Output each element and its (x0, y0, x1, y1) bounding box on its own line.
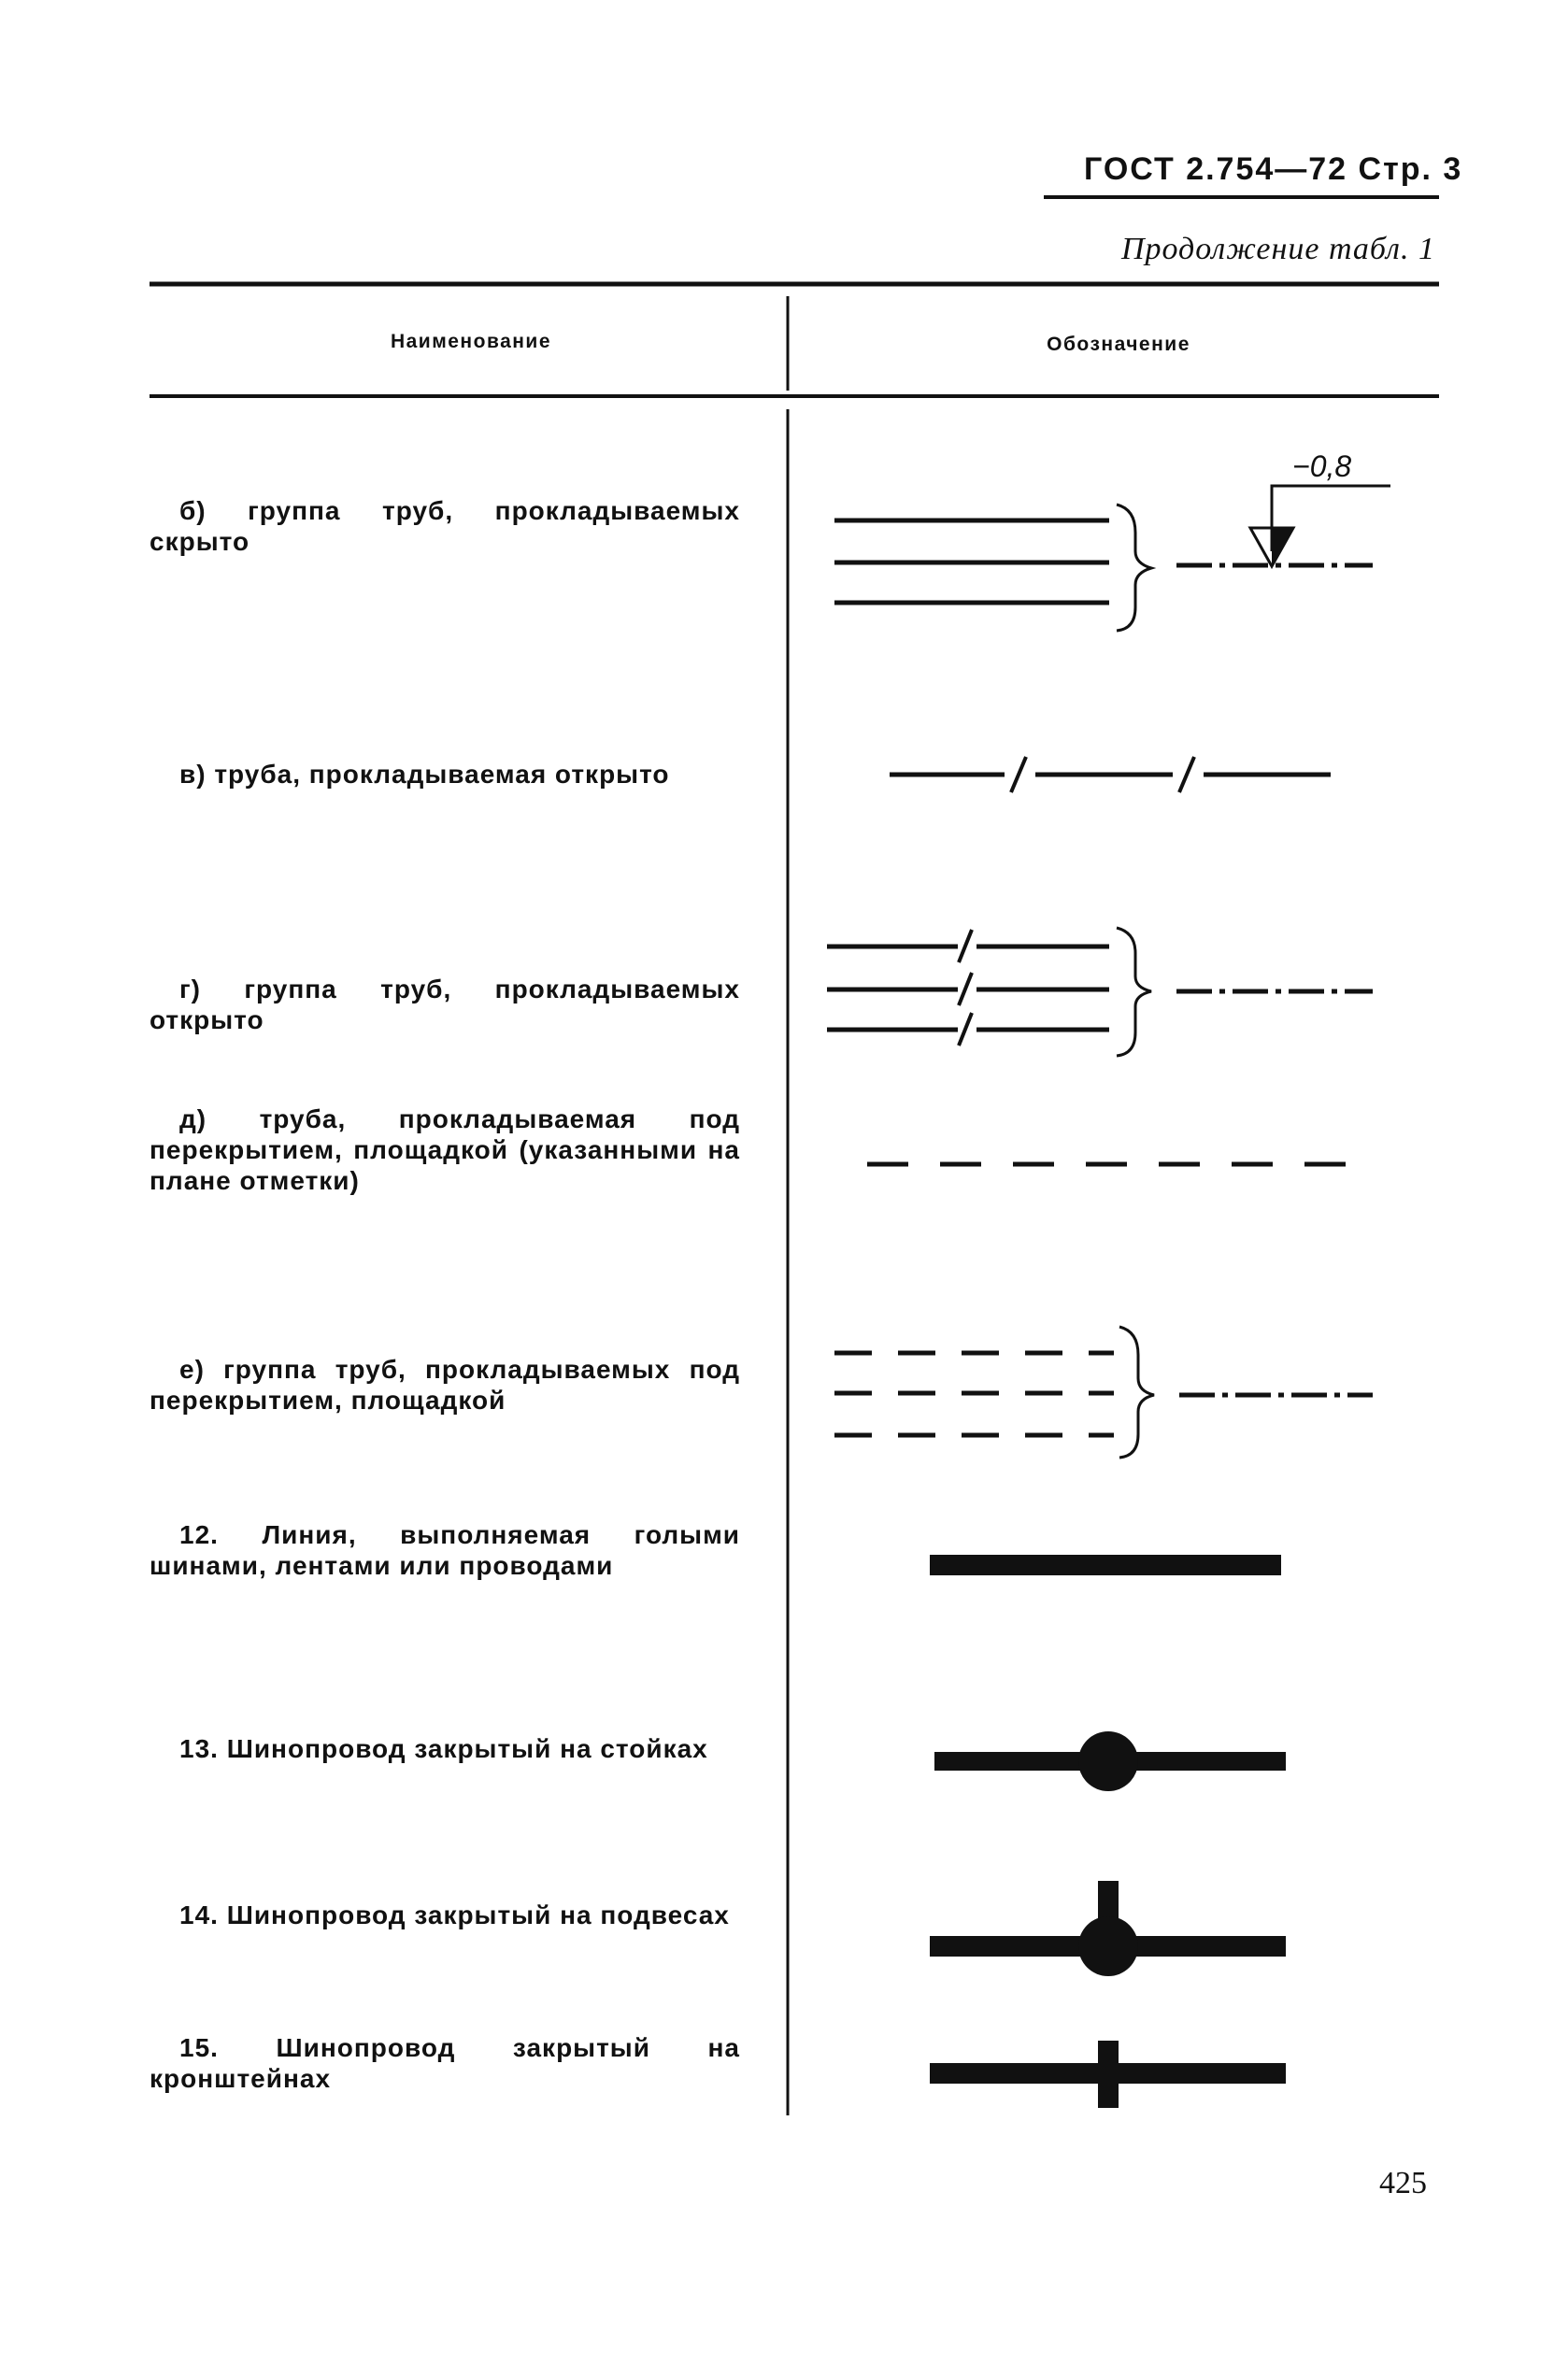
table-continuation-label: Продолжение табл. 1 (1120, 232, 1435, 266)
column-header-symbol: Обозначение (1047, 334, 1190, 355)
symbol-busway-on-hangers (930, 1881, 1286, 1976)
row-name-15: 15. Шинопровод закрытый на кронштейнах (150, 2033, 740, 2093)
row-name-13: 13. Шинопровод закрытый на стойках (179, 1734, 708, 1763)
row-name-14: 14. Шинопровод закрытый на подвесах (179, 1900, 730, 1929)
symbol-busway-on-posts (934, 1731, 1286, 1791)
symbol-busway-on-brackets (930, 2041, 1286, 2108)
row-name-b: б) группа труб, прокладываемых скрыто (150, 496, 740, 556)
symbol-pipe-group-open (827, 928, 1373, 1056)
column-header-name: Наименование (390, 331, 552, 352)
row-name-g: г) группа труб, прокладываемых открыто (150, 975, 740, 1034)
symbol-pipe-group-under-ceiling (834, 1327, 1373, 1458)
row-name-d: д) труба, прокладываемая под перекрытием, площадкой (указанными на плане отметки) (150, 1104, 740, 1195)
elevation-mark: −0,8 (1292, 449, 1352, 483)
row-name-e: е) группа труб, прокладываемых под перекрытием, площадкой (150, 1355, 740, 1415)
symbol-pipe-group-hidden (834, 486, 1390, 631)
page-number: 425 (1379, 2166, 1427, 2200)
row-name-v: в) труба, прокладываемая открыто (179, 760, 670, 789)
row-name-12: 12. Линия, выполняемая голыми шинами, лентами или проводами (150, 1520, 740, 1580)
standard-header: ГОСТ 2.754—72 Стр. 3 (1084, 151, 1463, 187)
symbol-pipe-open (890, 757, 1331, 792)
